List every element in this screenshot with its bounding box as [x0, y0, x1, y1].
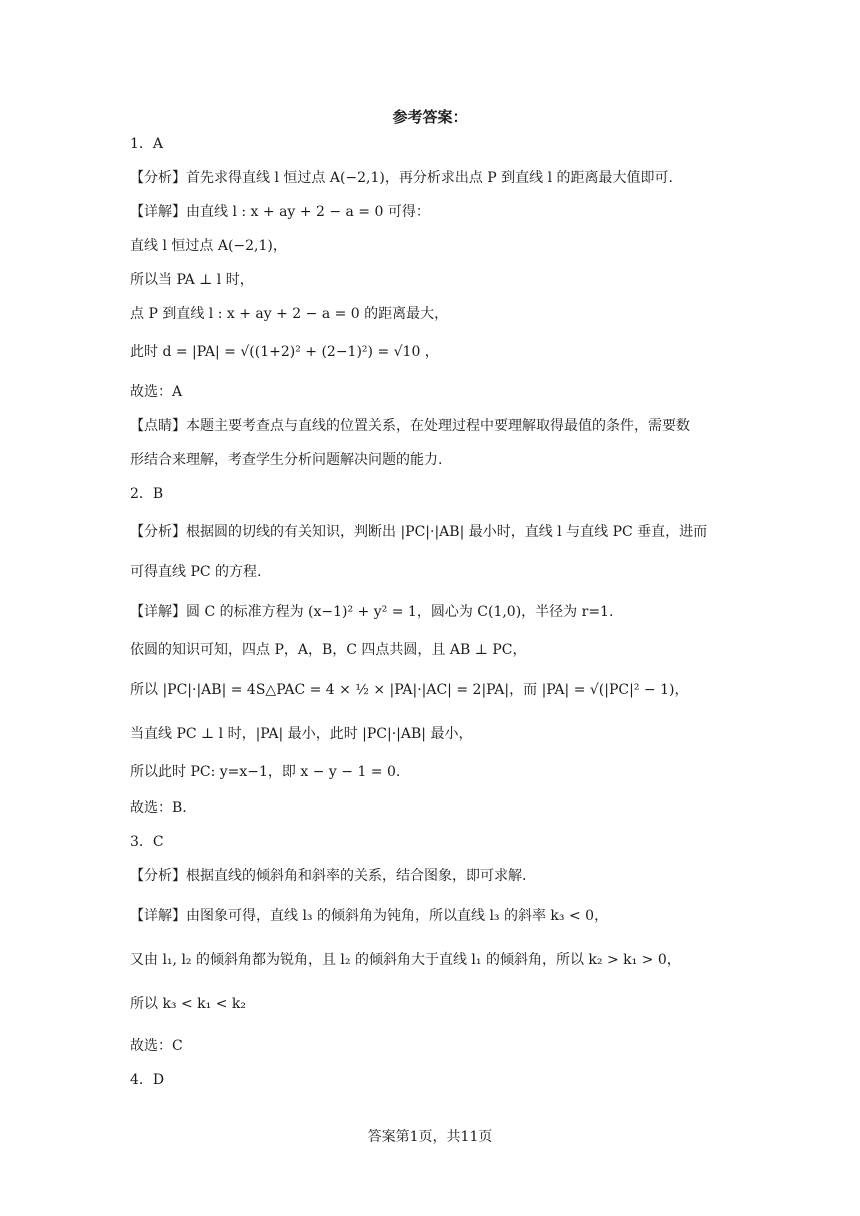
- choice-1: 故选：A: [130, 384, 183, 400]
- detail-1-line-5: 此时 d = |PA| = √((1+2)² + (2−1)²) = √10 ，: [130, 344, 439, 360]
- detail-2-line-2: 依圆的知识可知，四点 P，A，B，C 四点共圆，且 AB ⊥ PC，: [130, 642, 527, 658]
- analysis-1: 【分析】首先求得直线 l 恒过点 A(−2,1)，再分析求出点 P 到直线 l 的距离最大值即可.: [130, 170, 674, 186]
- comment-1-line-2: 形结合来理解，考查学生分析问题解决问题的能力.: [130, 452, 443, 468]
- answer-number-4: 4．D: [130, 1072, 165, 1088]
- detail-3-line-2: 又由 l₁, l₂ 的倾斜角都为锐角，且 l₂ 的倾斜角大于直线 l₁ 的倾斜角，所以 k₂ > k₁ > 0，: [130, 952, 681, 968]
- detail-2-line-5: 所以此时 PC: y=x−1，即 x − y − 1 = 0.: [130, 764, 401, 780]
- detail-2-line-3: 所以 |PC|·|AB| = 4S△PAC = 4 × ½ × |PA|·|AC| = 2|PA|，而 |PA| = √(|PC|² − 1)，: [130, 682, 689, 698]
- detail-1-line-2: 直线 l 恒过点 A(−2,1)，: [130, 238, 287, 254]
- analysis-2-line-2: 可得直线 PC 的方程.: [130, 564, 262, 580]
- page-footer: 答案第1页，共11页: [367, 1129, 493, 1145]
- detail-1-line-3: 所以当 PA ⊥ l 时，: [130, 272, 254, 288]
- choice-3: 故选：C: [130, 1038, 183, 1054]
- comment-1-line-1: 【点睛】本题主要考查点与直线的位置关系，在处理过程中要理解取得最值的条件，需要数: [130, 418, 690, 434]
- page-title: 参考答案：: [392, 108, 468, 126]
- detail-2-line-4: 当直线 PC ⊥ l 时，|PA| 最小，此时 |PC|·|AB| 最小，: [130, 726, 473, 742]
- answer-number-2: 2．B: [130, 486, 164, 502]
- detail-3-line-3: 所以 k₃ < k₁ < k₂: [130, 996, 246, 1012]
- choice-2: 故选：B.: [130, 800, 187, 816]
- detail-1-line-1: 【详解】由直线 l : x + ay + 2 − a = 0 可得：: [130, 204, 430, 220]
- detail-1-line-4: 点 P 到直线 l : x + ay + 2 − a = 0 的距离最大，: [130, 306, 449, 322]
- answer-number-1: 1．A: [130, 136, 164, 152]
- detail-3-line-1: 【详解】由图象可得，直线 l₃ 的倾斜角为钝角，所以直线 l₃ 的斜率 k₃ < 0，: [130, 908, 609, 924]
- analysis-3: 【分析】根据直线的倾斜角和斜率的关系，结合图象，即可求解.: [130, 868, 527, 884]
- answer-number-3: 3．C: [130, 834, 164, 850]
- analysis-2-line-1: 【分析】根据圆的切线的有关知识，判断出 |PC|·|AB| 最小时，直线 l 与直线 PC 垂直，进而: [130, 524, 708, 540]
- detail-2-line-1: 【详解】圆 C 的标准方程为 (x−1)² + y² = 1，圆心为 C(1,0)，半径为 r=1.: [130, 604, 614, 620]
